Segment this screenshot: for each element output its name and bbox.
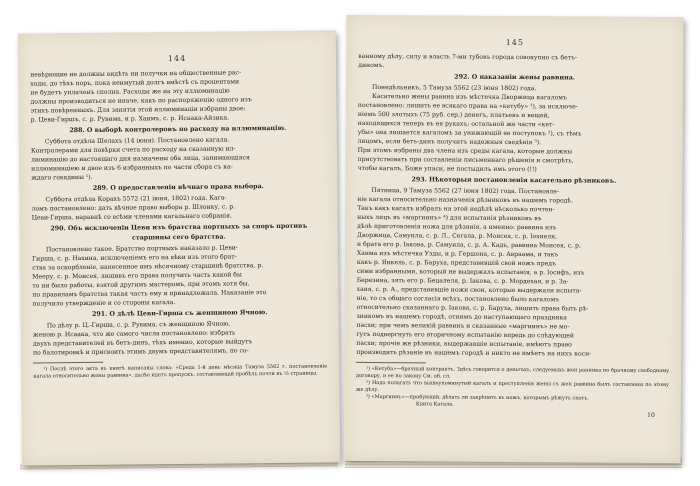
text-line: При этомъ избраны два члена изъ среды кагала, которые должны bbox=[357, 146, 573, 156]
text-line: ванному дѣлу, силу и власть 7-ми тубовъ города совокупно съ бетъ- bbox=[358, 52, 578, 62]
section-290-body bbox=[32, 242, 327, 308]
text-line: лицомъ, если бетъ-динъ получитъ надежныя сведѣнія ³). bbox=[357, 137, 542, 147]
right-page-number: 145 bbox=[505, 37, 525, 48]
text-line: то ни было работы, взятой другимъ мастеромъ, при этомъ хотя бы, bbox=[32, 280, 250, 290]
text-line: ства за оскорбленіе, нанесенное имъ нѣсячному старшинѣ братства, р. bbox=[32, 262, 264, 272]
left-top-paragraph bbox=[30, 67, 325, 124]
section-292-body bbox=[357, 83, 671, 175]
text-line: сими избранными, который не выдержалъ испытанія, а р. Іосифъ, изъ bbox=[356, 267, 585, 277]
right-top-paragraph bbox=[358, 52, 671, 72]
text-line: женою р. Исаака, что же самого числа постановлено: избрать bbox=[32, 329, 236, 339]
text-line: пасхи; при чемъ великій раввинъ и сказанные «маргиинъ» не мо- bbox=[356, 321, 570, 331]
right-book bbox=[343, 15, 683, 463]
section-291-body bbox=[33, 318, 327, 357]
text-line: ломъ постановлено: дать вѣчное право выбора р. Шлоику, с. р. bbox=[31, 203, 236, 213]
text-line: Цеви-Гирша, наравнѣ со всѣми членами кагальнаго собранія. bbox=[31, 212, 232, 222]
text-line: находящихся теперь въ ея рукахъ; остальной же части «кет- bbox=[357, 119, 555, 129]
text-line: Пятница, 9 Тамуза 5562 (27 іюня 1802) года. Постановле- bbox=[371, 187, 559, 196]
text-line: Постановлено такое. Братство портныхъ наказало р. Цеви- bbox=[45, 244, 238, 254]
text-line: ніемъ 500 злотыхъ (75 руб. сер.) денегъ, платьевъ и вещей, bbox=[357, 110, 550, 120]
signature-line: Книга Кагала. bbox=[415, 401, 454, 408]
left-book bbox=[18, 30, 341, 465]
text-line: Мееру, с. р. Моисея, лишивъ его права получить часть какой бы bbox=[32, 271, 242, 281]
text-line: постановлено: лишить ее всякаго права на «кетубу» ¹), за исключе- bbox=[357, 101, 578, 111]
text-line: Суббота отдѣла Шелахъ (14 іюня). Постановлено кагала. bbox=[44, 136, 230, 146]
text-line: дѣлѣ приготовленія ножа для рѣзанія, а именно: раввина изъ bbox=[357, 222, 557, 232]
text-line: По дѣлу р. Ц.-Гирша, с. р. Рувима, съ женщиною Ячною, bbox=[46, 320, 231, 330]
text-line: получило утвержденіе и со стороны кагала. bbox=[32, 299, 176, 308]
text-line: Суббота отдѣла Корахъ 5572 (21 іюня, 1802) года. Кага- bbox=[45, 194, 227, 204]
text-line: ждаго говядины ¹). bbox=[31, 173, 93, 182]
section-288-heading: 288. О выборѣ контролеровъ по расходу на иллюминацію. bbox=[69, 124, 287, 135]
section-291-heading: 291. О дѣлѣ Цеви-Гирша съ женщиною Ячною. bbox=[91, 309, 268, 318]
section-293-body bbox=[356, 186, 670, 359]
text-line: пасхи; прочіе же рѣзники, выдержавшіе испытаніе, имѣютъ право bbox=[356, 339, 572, 349]
section-289-body bbox=[31, 192, 325, 222]
text-line: ныхъ лицъ въ «маргиинъ» ⁴) для испытанія рѣзниковъ въ bbox=[357, 213, 542, 223]
section-290-heading: 290. Объ исключеніи Цеви изъ братства портныхъ за споръ противъ старшины сего братства. bbox=[50, 222, 308, 242]
text-line: ніе, то съ общаго согласія всѣхъ, постановлено было кагаломъ bbox=[356, 294, 560, 304]
text-line: р. Цеви-Гиршъ, с. р. Рувима, и р. Хаимъ, с. р. Исаака-Айзика. bbox=[30, 114, 230, 124]
text-line: Касательно жены равина изъ мѣстечка Дворжица кагаломъ bbox=[371, 93, 567, 102]
text-line: Такъ какъ кагалъ избралъ на этой недѣлѣ нѣсколько почтен- bbox=[357, 204, 555, 214]
text-line: и брата его р. Іакова, р. Самуила, с. р. А. Кадъ, раввина Моисея, с. р. bbox=[356, 240, 581, 250]
left-page-number: 144 bbox=[167, 53, 187, 64]
text-line: гутъ подвергнуть его вторичному испытанію впредь до слѣдующей bbox=[356, 330, 575, 340]
left-footnote: ¹) Послѣ этого акта въ книгѣ написаны слова: «Среда 1-й день мѣсяца Тамуза 5562 г. постановленіе кагала относительно жены раввина», далѣе идетъ пропускъ, составляющій пробѣлъ почти въ ½ страницы. bbox=[33, 363, 328, 380]
text-line: производить рѣзаніе въ нашемъ городѣ и никто не имѣетъ на нихъ коси- bbox=[356, 348, 592, 358]
text-line: двухъ представителей въ бетъ-динъ, тѣхъ именно, которые выйдутъ bbox=[32, 338, 253, 348]
section-293-heading: 293. Нѣкоторыя постановленія касательно рѣзниковъ. bbox=[411, 176, 617, 185]
text-line: присутствовать при составленіи письменнаго рѣшенія и смотрѣть, bbox=[357, 155, 574, 165]
right-footnote: ¹) «Кетуба»—брачный контрактъ. Здѣсь говорится о деньгахъ, следуемыхъ жен ранника по брачному свободному договору, и ее по закону См. об. сл. bbox=[356, 365, 670, 380]
text-line: по балотировкѣ и присвоить этимъ двумъ представителямъ, по со- bbox=[33, 347, 249, 357]
text-line: Понедѣльникъ, 5 Тамуза 5562 (23 іюня 1802) года. bbox=[372, 84, 537, 93]
section-292-heading: 292. О наказаніи жены раввина. bbox=[454, 73, 576, 82]
text-line: относительно сказаннаго р. Іакова, с. р. Баруха, лишить права быть рѣ- bbox=[356, 303, 589, 313]
right-page bbox=[356, 37, 672, 410]
section-288-body bbox=[31, 134, 325, 182]
text-line: ніе кагала относительно назначенія рѣзниковъ въ нашемъ городѣ. bbox=[357, 195, 574, 205]
text-line: не будетъ уплаченъ сполна. Расходы же на эту иллюминацію bbox=[30, 87, 230, 97]
text-line: Гирша, с. р. Нахина, исключеніемъ его на вѣки изъ этого брат- bbox=[32, 253, 237, 263]
text-line: зникомъ въ нашемъ городѣ, отнимъ до наступающаго праздника bbox=[356, 312, 567, 322]
text-line: по правиламъ братства такая часть ему и принадлежала. Наказаніе это bbox=[32, 289, 267, 299]
left-page bbox=[30, 52, 327, 380]
text-line: этихъ повѣренныхъ. Для занятія этой иллюминаціи избраны двое: bbox=[30, 105, 246, 115]
right-footnote: ³) «Маргиинъ»—пробующій, дѣлать ли закрѣпить въ ножъ, которымъ рѣжутъ скотъ. bbox=[365, 393, 589, 402]
footnote-divider bbox=[33, 362, 103, 364]
text-line: должны производиться не иначе, какъ по распоряженію одного изъ bbox=[30, 96, 252, 106]
text-line: иллюминаціею и двое изъ 6 избранныхъ по части сбора съ ка- bbox=[31, 163, 233, 173]
text-line: убы» она лишается кагаломъ за унижающій ее поступокъ ²), съ тѣмъ bbox=[357, 128, 582, 138]
footnote-divider bbox=[356, 362, 426, 363]
text-line: Хаима изъ мѣстечка Узды, и р. Гершона, с. р. Авраама, и такъ bbox=[356, 249, 559, 259]
text-line: невѣрющие не должны видѣть ни получки на общественные рас- bbox=[30, 69, 242, 79]
text-line: ходы, до тѣхъ поръ, пока неимутый долгъ вмѣстѣ съ процентами bbox=[30, 78, 240, 88]
right-footnote: ²) Надо полагать что вышеупомянутый кагалъ и преступленія жены съ жен раввина былъ составлены по этому же дѣлу. bbox=[355, 379, 670, 394]
text-line: чтобы кагалъ, Боже упаси, не постыдилъ имъ этого (!!) bbox=[357, 164, 537, 174]
text-line: Березина, зять его р. Бецалеля, р. Іакова, с. р. Мордехая, и р. За- bbox=[356, 276, 569, 286]
text-line: какъ р. Янкель, с. р. Баруха, представившій свой ножъ предъ bbox=[356, 258, 556, 268]
text-line: Дворжица, Самуила, с. р. Л., Сегала, р. Моисея, с. р. Іохиеля, bbox=[356, 231, 557, 241]
text-line: хаия, с. р. А., представившіе ножи свои, которые выдержали испыта- bbox=[356, 285, 582, 295]
text-line: люминацію до настоящаго дня назначены оба лица, занимающіяся bbox=[31, 154, 250, 164]
text-line: Контролерами для повѣрки счета по расходу на сказанную ил- bbox=[30, 145, 236, 155]
section-289-heading: 289. О предоставленіи вѣчнаго права выбора. bbox=[92, 183, 264, 192]
leaf-number: 10 bbox=[647, 411, 655, 419]
text-line: диномъ. bbox=[358, 61, 385, 70]
